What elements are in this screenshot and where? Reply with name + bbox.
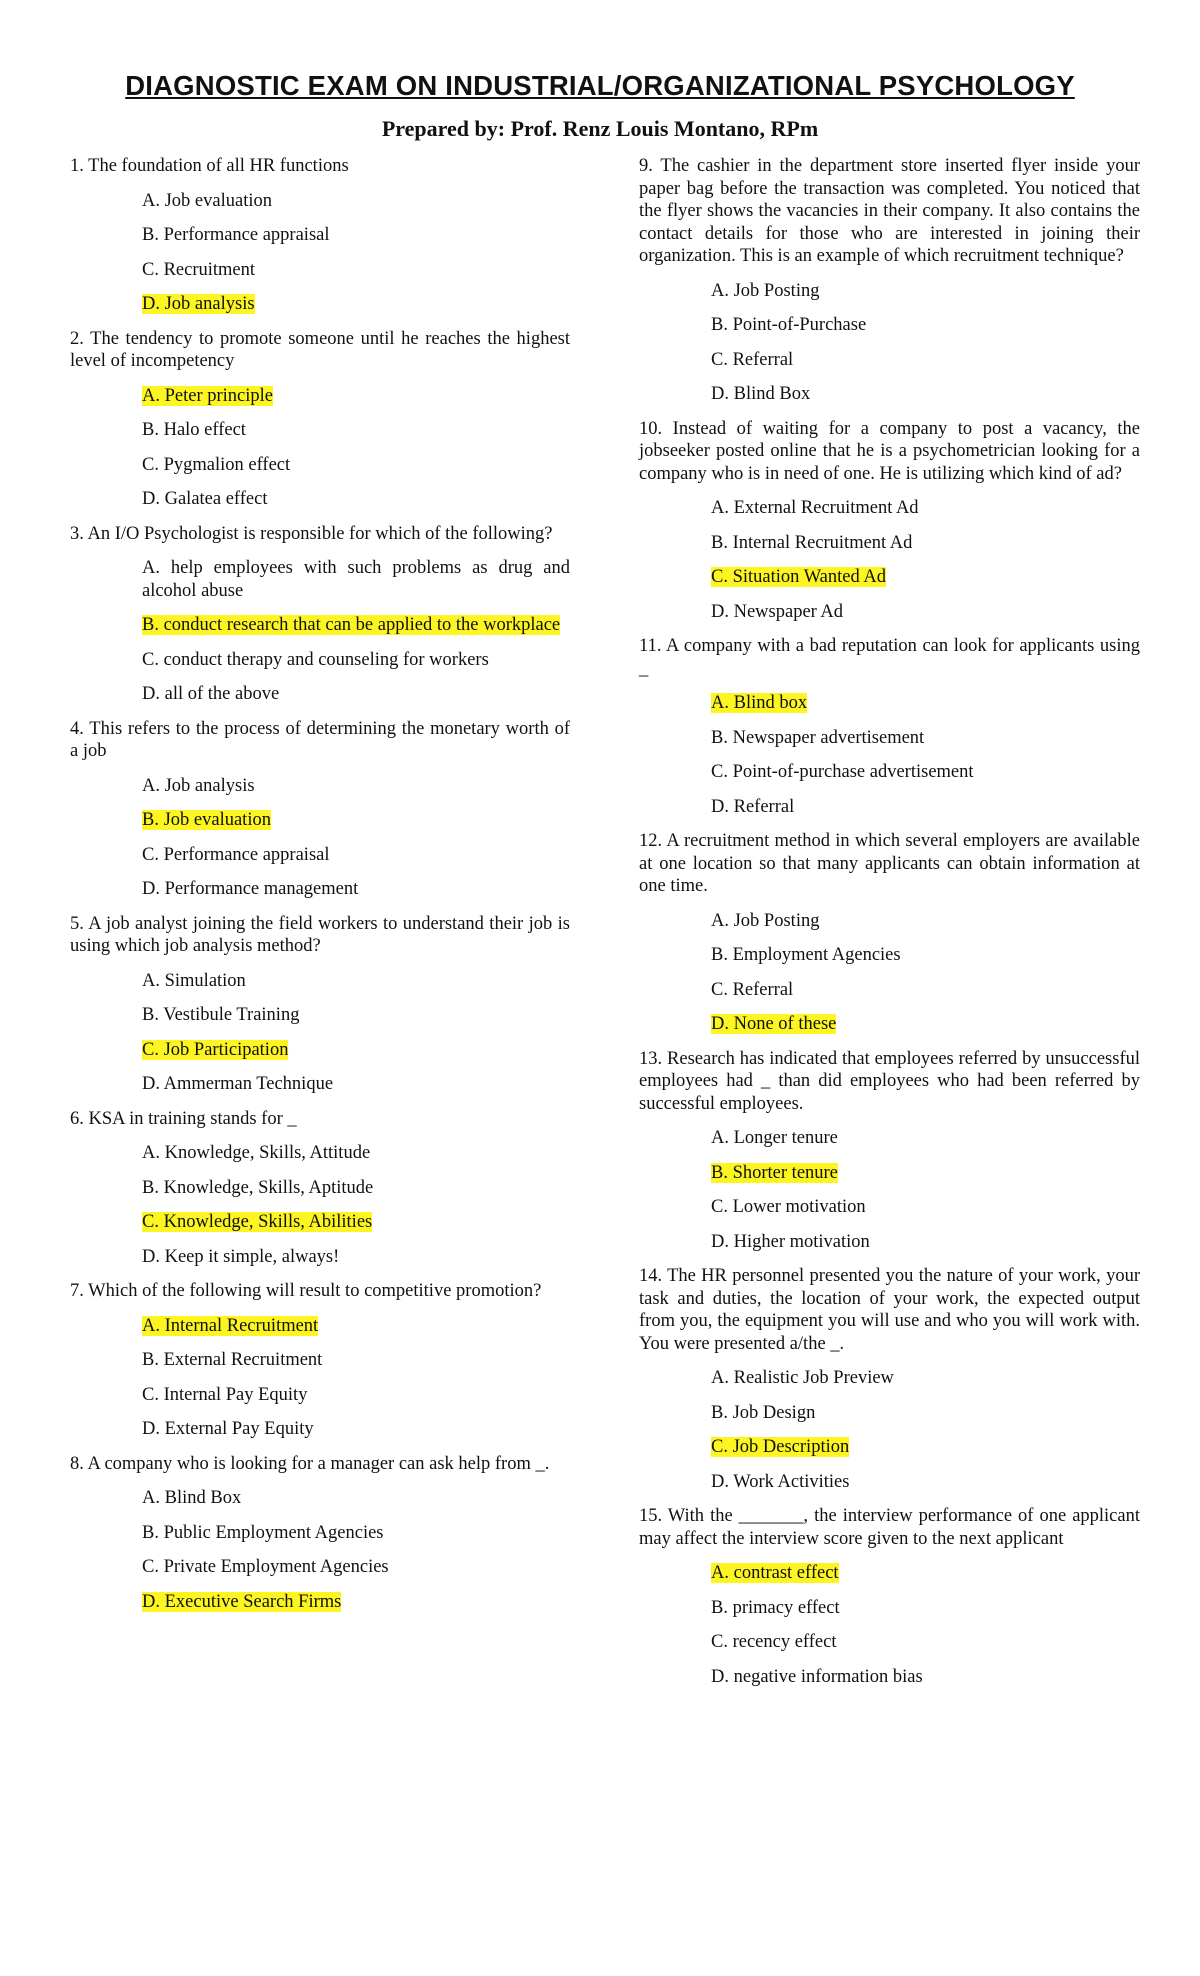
option-text: A. Blind Box: [142, 1488, 242, 1508]
option-list: [639, 1127, 1140, 1253]
answer-option: [142, 878, 570, 901]
question-block: [639, 830, 1140, 1036]
option-list: [70, 1142, 570, 1268]
answer-option-highlighted: [142, 1591, 570, 1614]
question-text: 2. The tendency to promote someone until he reaches the highest level of incompetency: [70, 328, 570, 371]
option-text: D. Blind Box: [711, 384, 811, 404]
answer-option: [711, 349, 1140, 372]
option-text: D. Galatea effect: [142, 489, 268, 509]
answer-option: [142, 970, 570, 993]
option-text: A. Longer tenure: [711, 1128, 838, 1148]
answer-option: [142, 1349, 570, 1372]
option-text: B. Job evaluation: [142, 810, 271, 830]
answer-option: [711, 1402, 1140, 1425]
answer-option: [142, 1177, 570, 1200]
option-text: A. Job Posting: [711, 910, 820, 931]
question-text: 13. Research has indicated that employees referred by unsuccessful employees had _ than did employees who had been referred by successful employees.: [639, 1048, 1140, 1114]
answer-option-highlighted: [142, 614, 570, 637]
option-text: B. Public Employment Agencies: [142, 1522, 384, 1543]
answer-option: [142, 1004, 570, 1027]
left-column: [70, 155, 570, 1625]
option-text: A. Knowledge, Skills, Attitude: [142, 1143, 371, 1163]
question-block: [639, 1265, 1140, 1493]
option-text: B. Knowledge, Skills, Aptitude: [142, 1177, 374, 1198]
option-text: C. Knowledge, Skills, Abilities: [142, 1212, 373, 1232]
answer-option: [142, 844, 570, 867]
answer-option: [711, 944, 1140, 967]
answer-option: [711, 1231, 1140, 1254]
answer-option: [142, 775, 570, 798]
answer-option-highlighted: [142, 385, 570, 408]
option-text: D. External Pay Equity: [142, 1419, 314, 1439]
option-list: [639, 910, 1140, 1036]
page-subtitle: Prepared by: Prof. Renz Louis Montano, RPm: [381, 116, 819, 141]
question-block: [70, 328, 570, 511]
option-text: B. Vestibule Training: [142, 1005, 300, 1025]
answer-option: [142, 1556, 570, 1579]
answer-option: [142, 1522, 570, 1545]
option-list: [639, 1562, 1140, 1688]
option-list: [70, 557, 570, 706]
option-text: D. Performance management: [142, 879, 359, 899]
question-text: 11. A company with a bad reputation can look for applicants using _: [639, 636, 1140, 679]
option-text: D. Ammerman Technique: [142, 1074, 334, 1094]
question-text: 7. Which of the following will result to competitive promotion?: [70, 1281, 542, 1301]
answer-option: [142, 259, 570, 282]
option-text: A. Job evaluation: [142, 190, 272, 211]
question-text: 10. Instead of waiting for a company to post a vacancy, the jobseeker posted online that he is a psychometrician looking for a company who is in need of one. He is utilizing which kind of ad?: [639, 418, 1140, 484]
answer-option: [711, 761, 1140, 784]
question-block: [70, 1280, 570, 1441]
answer-option-highlighted: [142, 1039, 570, 1062]
question-block: [70, 1108, 570, 1269]
question-block: [639, 418, 1140, 624]
option-text: C. Situation Wanted Ad: [711, 567, 886, 587]
page-title: DIAGNOSTIC EXAM ON INDUSTRIAL/ORGANIZATIONAL PSYCHOLOGY: [125, 70, 1075, 101]
option-text: A. Job Posting: [711, 280, 820, 301]
answer-option: [711, 1631, 1140, 1654]
option-text: D. Higher motivation: [711, 1231, 870, 1252]
option-list: [639, 1367, 1140, 1493]
question-text: 15. With the _______, the interview performance of one applicant may affect the interview score given to the next applicant: [639, 1506, 1140, 1549]
option-text: C. Referral: [711, 979, 794, 1000]
answer-option: [142, 1246, 570, 1269]
option-text: C. Lower motivation: [711, 1197, 866, 1217]
option-list: [639, 280, 1140, 406]
option-text: B. primacy effect: [711, 1597, 840, 1618]
answer-option: [711, 280, 1140, 303]
answer-option: [711, 1666, 1140, 1689]
option-text: D. None of these: [711, 1014, 837, 1034]
option-text: D. Work Activities: [711, 1471, 850, 1492]
option-text: C. Referral: [711, 349, 794, 370]
answer-option: [142, 190, 570, 213]
answer-option: [711, 383, 1140, 406]
answer-option: [711, 497, 1140, 520]
option-text: A. Realistic Job Preview: [711, 1368, 894, 1388]
answer-option-highlighted: [142, 1211, 570, 1234]
option-list: [70, 1315, 570, 1441]
option-text: B. Performance appraisal: [142, 225, 330, 245]
answer-option: [711, 1196, 1140, 1219]
option-text: D. Referral: [711, 796, 795, 817]
answer-option-highlighted: [711, 1436, 1140, 1459]
question-text: 8. A company who is looking for a manager can ask help from _.: [70, 1453, 550, 1474]
question-text: 4. This refers to the process of determining the monetary worth of a job: [70, 718, 570, 761]
answer-option: [711, 727, 1140, 750]
option-text: B. Internal Recruitment Ad: [711, 532, 913, 553]
question-text: 5. A job analyst joining the field workers to understand their job is using which job analysis method?: [70, 913, 570, 956]
option-text: C. Internal Pay Equity: [142, 1384, 308, 1405]
answer-option: [711, 601, 1140, 624]
question-text: 1. The foundation of all HR functions: [70, 156, 349, 176]
question-block: [70, 523, 570, 706]
question-block: [639, 635, 1140, 818]
option-text: D. Job analysis: [142, 294, 255, 314]
question-text: 3. An I/O Psychologist is responsible for which of the following?: [70, 523, 553, 544]
option-text: A. contrast effect: [711, 1563, 839, 1583]
answer-option: [142, 454, 570, 477]
answer-option: [142, 683, 570, 706]
option-text: B. Employment Agencies: [711, 945, 901, 965]
option-text: D. Newspaper Ad: [711, 601, 844, 622]
option-text: C. conduct therapy and counseling for workers: [142, 649, 489, 670]
option-text: C. Job Participation: [142, 1039, 289, 1060]
option-text: A. help employees with such problems as drug and alcohol abuse: [142, 558, 570, 601]
option-text: C. Pygmalion effect: [142, 454, 291, 475]
question-text: 14. The HR personnel presented you the nature of your work, your task and duties, the location of your work, the expected output from you, the equipment you will use and who you will work with. You were presented a/the _.: [639, 1266, 1140, 1354]
answer-option: [142, 557, 570, 602]
option-text: A. Blind box: [711, 693, 808, 713]
option-text: A. External Recruitment Ad: [711, 498, 919, 518]
question-text: 12. A recruitment method in which several employers are available at one location so that many applicants can obtain information at one time.: [639, 831, 1140, 896]
option-text: B. conduct research that can be applied to the workplace: [142, 615, 561, 635]
answer-option-highlighted: [711, 1162, 1140, 1185]
option-text: A. Peter principle: [142, 385, 273, 406]
answer-option: [711, 796, 1140, 819]
question-text: 9. The cashier in the department store inserted flyer inside your paper bag before the transaction was completed. You noticed that the flyer shows the vacancies in their company. It also contains the contact details for those who are interested in joining their organization. This is an example of which recruitment technique?: [639, 156, 1140, 266]
option-list: [70, 775, 570, 901]
answer-option-highlighted: [711, 1013, 1140, 1036]
answer-option: [711, 314, 1140, 337]
right-column: [639, 155, 1140, 1700]
option-text: C. Recruitment: [142, 259, 256, 280]
option-text: B. Point-of-Purchase: [711, 315, 867, 335]
answer-option-highlighted: [711, 1562, 1140, 1585]
option-list: [70, 1487, 570, 1613]
option-list: [639, 692, 1140, 818]
answer-option: [142, 419, 570, 442]
question-block: [639, 1505, 1140, 1688]
answer-option: [711, 910, 1140, 933]
option-text: A. Job analysis: [142, 775, 255, 796]
option-list: [639, 497, 1140, 623]
option-list: [70, 970, 570, 1096]
answer-option: [711, 1597, 1140, 1620]
answer-option: [142, 488, 570, 511]
answer-option: [142, 224, 570, 247]
option-text: D. Keep it simple, always!: [142, 1246, 340, 1267]
answer-option: [142, 649, 570, 672]
question-block: [639, 155, 1140, 406]
answer-option-highlighted: [711, 692, 1140, 715]
answer-option-highlighted: [711, 566, 1140, 589]
answer-option: [711, 1127, 1140, 1150]
option-text: B. External Recruitment: [142, 1350, 323, 1370]
option-text: B. Shorter tenure: [711, 1162, 838, 1183]
option-text: A. Simulation: [142, 970, 246, 991]
option-text: C. Performance appraisal: [142, 844, 330, 865]
option-text: B. Job Design: [711, 1402, 816, 1423]
question-block: [639, 1048, 1140, 1254]
answer-option: [142, 1142, 570, 1165]
option-text: C. Job Description: [711, 1437, 850, 1457]
option-text: B. Newspaper advertisement: [711, 727, 925, 748]
answer-option-highlighted: [142, 809, 570, 832]
option-list: [70, 385, 570, 511]
answer-option: [142, 1418, 570, 1441]
option-text: B. Halo effect: [142, 420, 246, 440]
answer-option: [142, 1384, 570, 1407]
answer-option: [711, 1367, 1140, 1390]
answer-option: [711, 979, 1140, 1002]
option-text: D. Executive Search Firms: [142, 1591, 342, 1612]
option-text: A. Internal Recruitment: [142, 1315, 319, 1336]
option-text: D. all of the above: [142, 684, 280, 704]
option-text: C. Point-of-purchase advertisement: [711, 762, 974, 782]
answer-option-highlighted: [142, 1315, 570, 1338]
answer-option: [142, 1073, 570, 1096]
question-block: [70, 155, 570, 316]
answer-option: [142, 1487, 570, 1510]
question-block: [70, 913, 570, 1096]
question-text: 6. KSA in training stands for _: [70, 1108, 297, 1129]
answer-option: [711, 1471, 1140, 1494]
option-text: C. Private Employment Agencies: [142, 1557, 389, 1577]
option-text: D. negative information bias: [711, 1666, 923, 1687]
option-text: C. recency effect: [711, 1632, 837, 1652]
question-block: [70, 1453, 570, 1614]
answer-option-highlighted: [142, 293, 570, 316]
answer-option: [711, 532, 1140, 555]
option-list: [70, 190, 570, 316]
question-block: [70, 718, 570, 901]
